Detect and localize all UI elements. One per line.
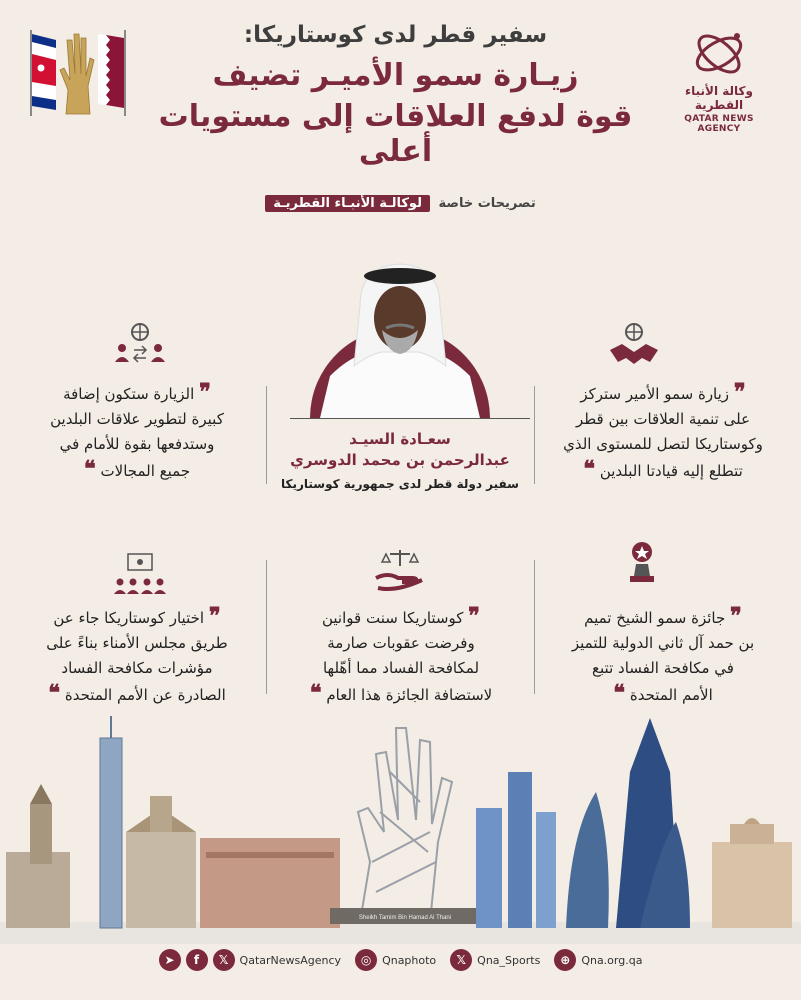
portrait-divider — [290, 418, 530, 419]
quote-line: على تنمية العلاقات بين قطر — [575, 410, 751, 428]
headline-title-line1: زيـارة سمو الأميـر تضيف — [212, 58, 579, 93]
handshake-globe-icon — [606, 322, 662, 366]
open-quote-mark: ❞ — [468, 603, 481, 629]
quote-bottom-right — [548, 604, 778, 708]
open-quote-mark: ❞ — [199, 379, 211, 405]
quote-line: وكوستاريكا لتصل للمستوى الذي — [563, 435, 763, 453]
quote-line: وفرضت عقوبات صارمة — [327, 634, 475, 652]
globe-icon[interactable]: ⊕ — [554, 949, 576, 971]
close-quote-mark: ❝ — [83, 456, 96, 482]
statement-prefix: تصريحات خاصة — [438, 196, 536, 211]
quote-line: مؤشرات مكافحة الفساد — [61, 659, 213, 677]
statement-agency: لوكالـة الأنبـاء القطريـة — [265, 195, 430, 212]
open-quote-mark: ❞ — [208, 603, 221, 629]
logo-name-ar: وكالة الأنباء القطرية — [685, 84, 753, 112]
footer-web-group — [554, 949, 642, 971]
footer-social-group — [159, 949, 342, 971]
footer-photo-group — [355, 949, 436, 971]
quote-line: كبيرة لتطوير علاقات البلدين — [50, 410, 224, 428]
divider-bottom-right — [534, 560, 535, 694]
quote-line: لاستضافة الجائزة هذا العام ❝ — [309, 680, 493, 706]
divider-top-right — [534, 386, 535, 484]
quote-line: بن حمد آل ثاني الدولية للتميز — [571, 634, 755, 652]
website-link[interactable]: Qna.org.qa — [581, 953, 643, 967]
close-quote-mark: ❝ — [48, 680, 61, 706]
logo-name-en: QATAR NEWS AGENCY — [684, 114, 754, 134]
hand-scales-icon — [372, 548, 428, 592]
ambassador-info — [255, 430, 545, 491]
photo-handle[interactable]: Qnaphoto — [382, 953, 437, 967]
quote-line: ❞ اختيار كوستاريكا جاء عن — [53, 603, 221, 629]
qna-emblem-icon — [689, 26, 749, 82]
ambassador-role: سفير دولة قطر لدى جمهورية كوستاريكا — [281, 477, 519, 491]
quote-line: تتطلع إليه قيادتا البلدين ❝ — [583, 456, 743, 482]
open-quote-mark: ❞ — [733, 379, 746, 405]
headline-title-line2: قوة لدفع العلاقات إلى مستويات أعلى — [158, 99, 633, 169]
sports-handle[interactable]: Qna_Sports — [477, 953, 541, 967]
quote-line: طريق مجلس الأمناء بناءً على — [46, 634, 228, 652]
quote-line: وستدفعها بقوة للأمام في — [59, 435, 215, 453]
social-footer — [0, 944, 801, 976]
quote-top-right — [548, 380, 778, 484]
headline-subtitle: سفير قطر لدى كوستاريكا: — [243, 22, 548, 48]
quote-line: ❞ كوستاريكا سنت قوانين — [321, 603, 481, 629]
statement-tag — [0, 196, 801, 211]
close-quote-mark: ❝ — [309, 680, 322, 706]
close-quote-mark: ❝ — [613, 680, 626, 706]
quote-line: الصادرة عن الأمم المتحدة ❝ — [48, 680, 226, 706]
quote-line: في مكافحة الفساد تتبع — [592, 659, 734, 677]
divider-bottom-left — [266, 560, 267, 694]
qna-logo — [673, 26, 765, 134]
quote-line: لمكافحة الفساد مما أهّلها — [322, 659, 480, 677]
social-handle[interactable]: QatarNewsAgency — [239, 953, 342, 967]
divider-top-left — [266, 386, 267, 484]
quote-line: ❞ الزيارة ستكون إضافة — [63, 379, 211, 405]
quote-line: ❞ زيارة سمو الأمير ستركز — [580, 379, 746, 405]
quote-line: الأمم المتحدة ❝ — [613, 680, 713, 706]
ambassador-portrait — [290, 256, 510, 418]
instagram-icon[interactable]: ◎ — [355, 949, 377, 971]
people-exchange-globe-icon — [112, 322, 168, 366]
quote-bottom-middle — [286, 604, 516, 708]
quote-line: جميع المجالات ❝ — [83, 456, 191, 482]
headline — [140, 22, 651, 169]
quote-line: ❞ جائزة سمو الشيخ تميم — [584, 603, 742, 629]
x-icon[interactable]: 𝕏 — [213, 949, 235, 971]
ambassador-name: عبدالرحمن بن محمد الدوسري — [290, 451, 510, 469]
ambassador-title: سعـادة السيـد — [349, 430, 451, 448]
flags-hand-emblem — [26, 24, 130, 120]
telegram-icon[interactable]: ➤ — [159, 949, 181, 971]
footer-sports-group — [450, 949, 540, 971]
open-quote-mark: ❞ — [730, 603, 742, 629]
award-trophy-icon — [614, 540, 670, 584]
x-icon[interactable]: 𝕏 — [450, 949, 472, 971]
facebook-icon[interactable]: f — [186, 949, 208, 971]
quote-bottom-left — [22, 604, 252, 708]
skyline-illustration — [0, 712, 801, 944]
plaque-text: Sheikh Tamim Bin Hamad Al Thani — [358, 915, 452, 921]
board-meeting-icon — [112, 552, 168, 596]
quote-top-left — [22, 380, 252, 484]
close-quote-mark: ❝ — [583, 456, 596, 482]
